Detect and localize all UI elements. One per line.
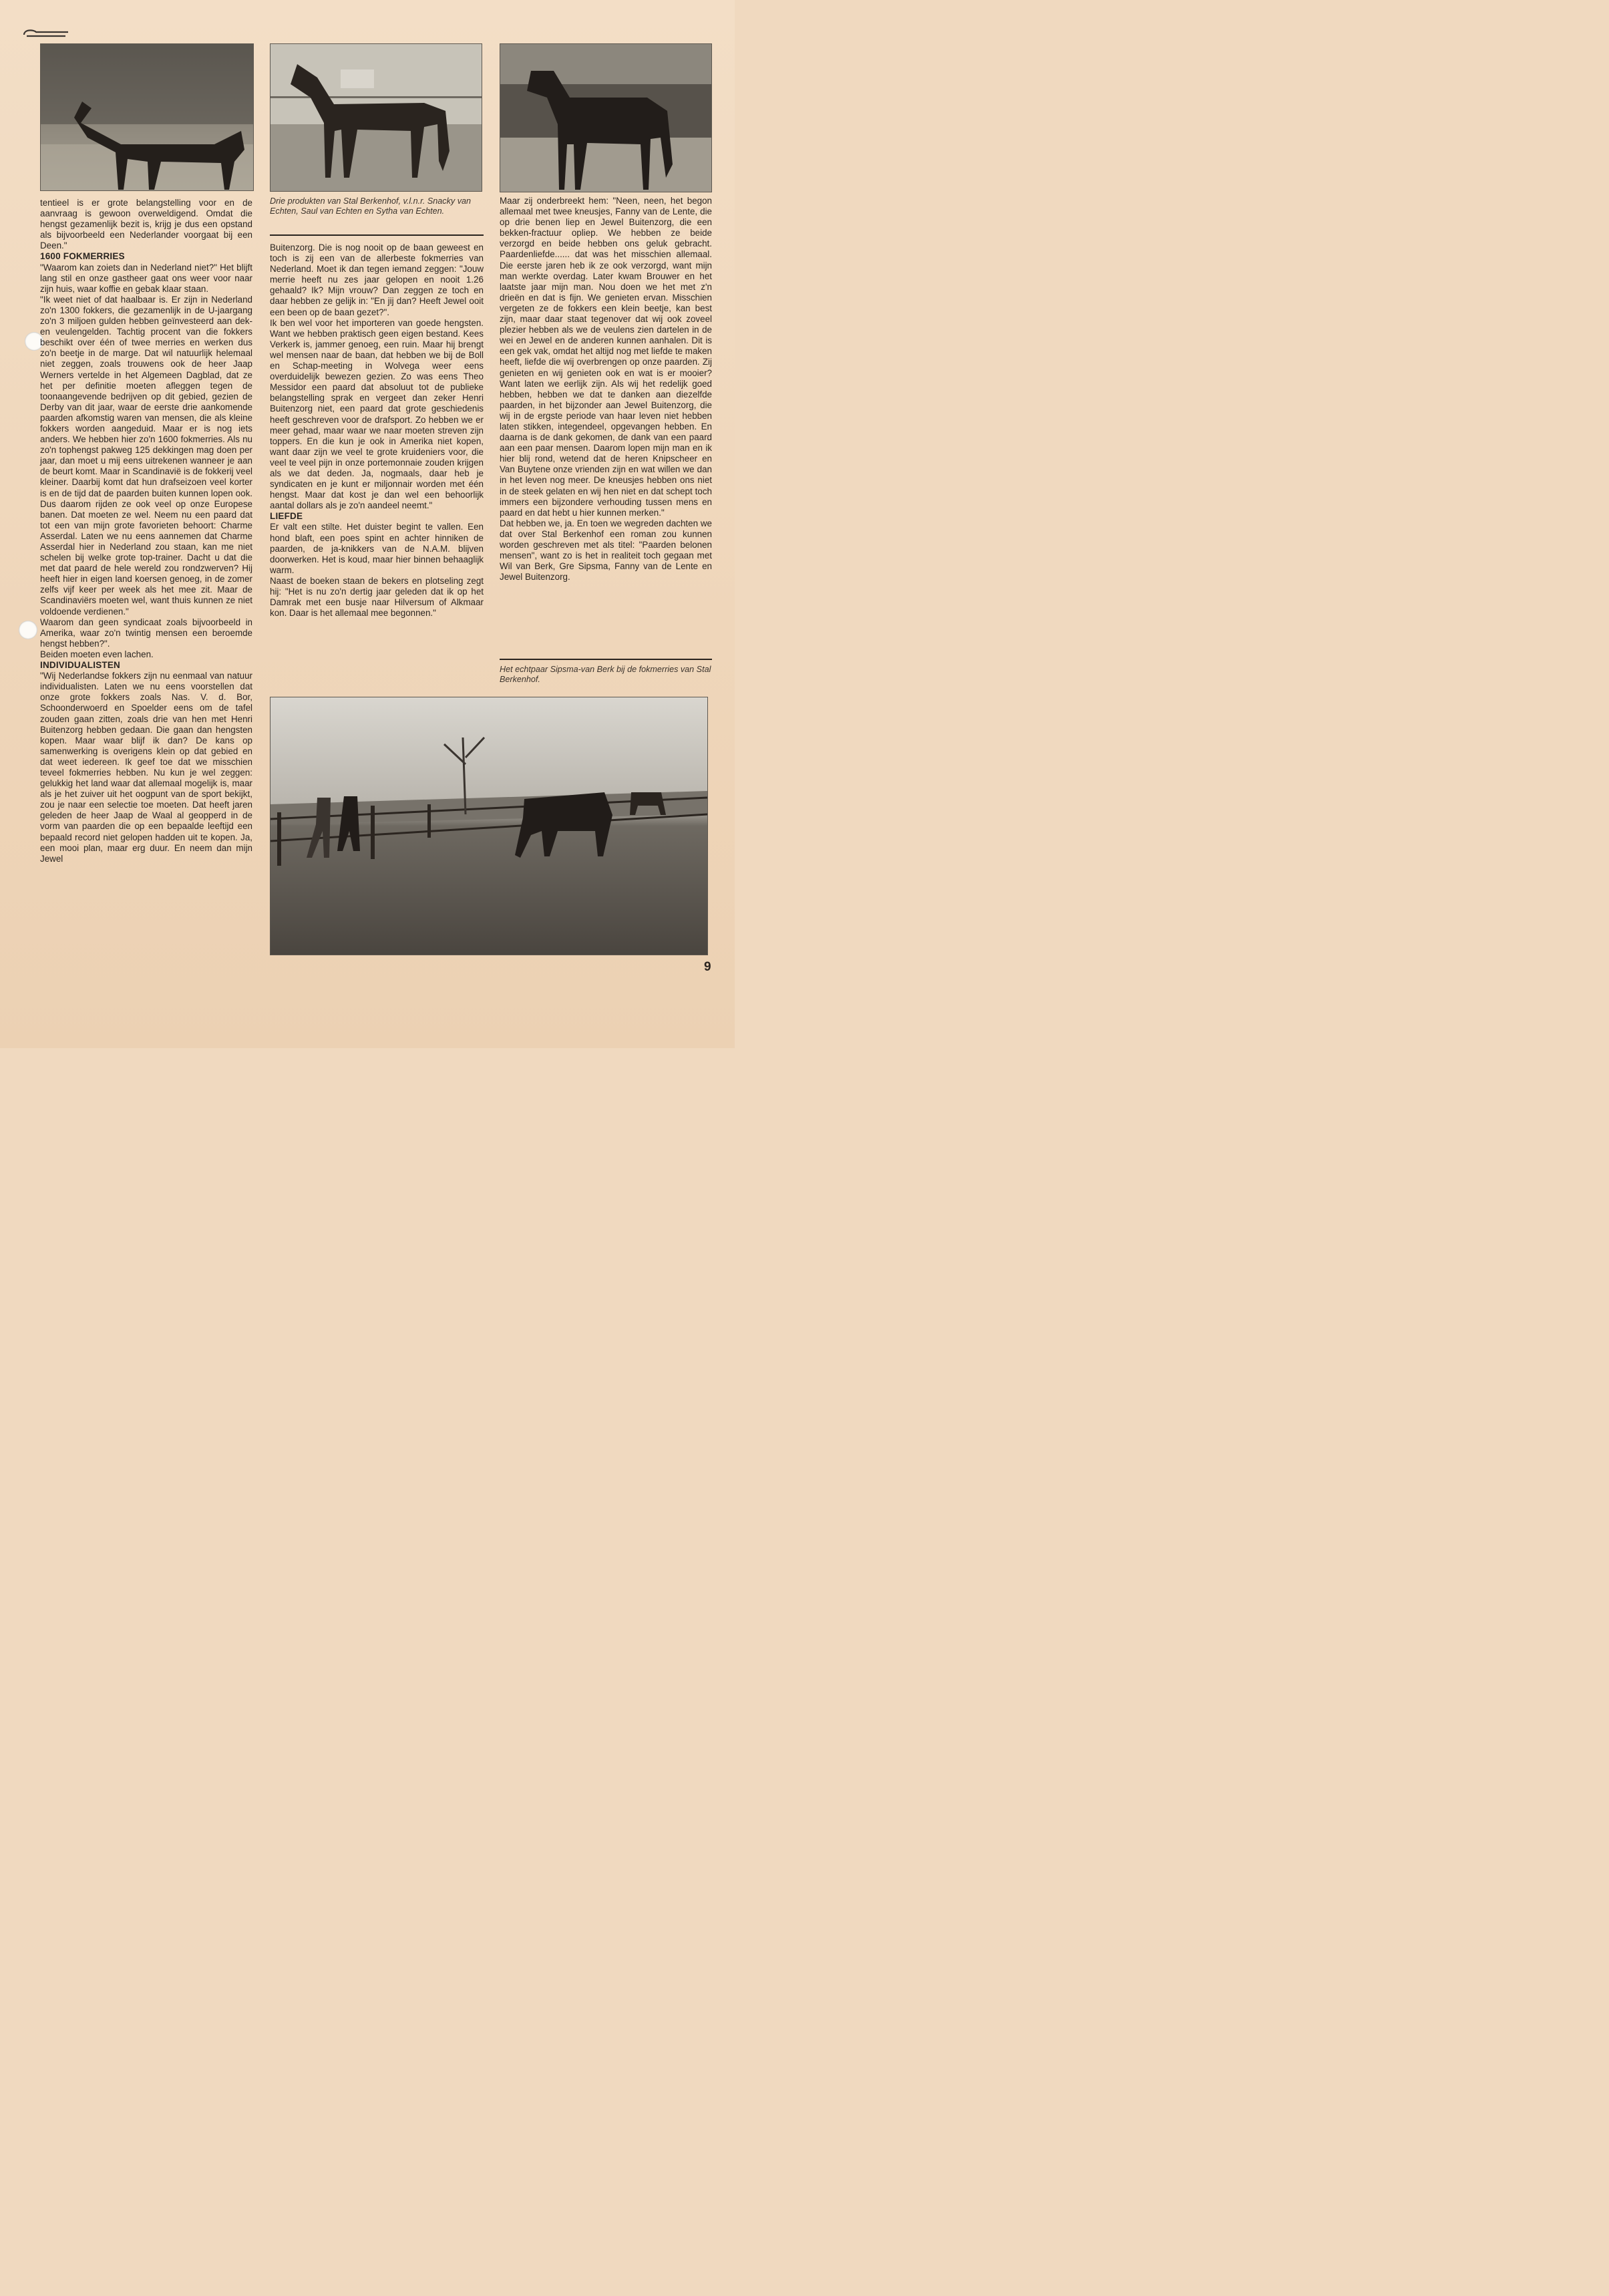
horses-paddock-photo xyxy=(270,697,708,955)
paragraph: Er valt een stilte. Het duister begint te vallen. Een hond blaft, een poes spint en achter hinniken de paarden, de ja-knikkers van de N.A.M. blijven doorwerken. Het is koud, maar hier binnen behaaglijk warm. xyxy=(270,522,484,575)
staple-mark xyxy=(21,27,72,41)
page-number: 9 xyxy=(704,960,711,974)
paragraph: Maar zij onderbreekt hem: "Neen, neen, het begon allemaal met twee kneusjes, Fanny van de Lente, die op drie benen liep en Jewel Buitenzorg, die een bekken-fractuur opliep. We hebben ze beide verzorgd en beide hebben ons geluk gebracht. Paardenliefde...... dat was het misschien allemaal. Die eerste jaren heb ik ze ook verzorgd, want mijn man werkte overdag. Later kwam Brouwer en het laatste jaar mijn man. Nou doen we het met z'n drieën en dat is fijn. We genieten ervan. Misschien vergeten ze de fokkers een klein beetje, kan best zijn, maar daar staat tegenover dat wij ook zoveel plezier hebben als we de veulens zien dartelen in de wei en Jewel en de anderen kunnen aanhalen. Dit is een gek vak, omdat het altijd nog met liefde te maken heeft, liefde die wij overbrengen op onze paarden. Zij genieten en wij genieten ook en wat is er mooier? Want laten we eerlijk zijn. Als wij het redelijk goed hebben, hebben we dat te danken aan diezelfde paarden, in het bijzonder aan Jewel Buitenzorg, die wij in de ergste periode van haar leven niet hebben laten stikken, integendeel, opgevangen hebben. En daarna is de dank gekomen, de dank van een paard aan een paar mensen. Daarom lopen mijn man en ik hier blij rond, wetend dat de heren Knipscheer en Van Buytene onze vrienden zijn en wat willen we dan in het leven nog meer. De kneusjes hebben ons niet in de steek gelaten en wij hen niet en dat schept toch immers een bijzondere verhouding tussen mens en paard en dat hebt u hier kunnen merken." xyxy=(500,196,712,518)
punch-hole-bottom xyxy=(19,621,37,639)
caption-divider xyxy=(270,234,484,236)
subheading-individualisten: INDIVIDUALISTEN xyxy=(40,660,121,671)
photo-caption-top: Drie produkten van Stal Berkenhof, v.l.n.r. Snacky van Echten, Saul van Echten en Sytha van Echten. xyxy=(270,196,472,216)
column-1 xyxy=(40,198,252,864)
paragraph: "Ik weet niet of dat haalbaar is. Er zijn in Nederland zo'n 1300 fokkers, die gezamenlijk in de U-jaargang zo'n 3 miljoen gulden hebben geïnvesteerd aan dek- en veulengelden. Tachtig procent van die fokkers beschikt over één of twee merries en werken dus zo'n beetje in de marge. Dat wil natuurlijk helemaal niet zeggen, zoals trouwens ook de heer Jaap Werners vertelde in het Algemeen Dagblad, dat ze het per definitie moeten afleggen tegen de toonaangevende bedrijven op dit gebied, gezien de Derby van dit jaar, waar de eerste drie aankomende paarden afkomstig waren van mensen, die als kleine fokkers worden aangeduid. Maar er is nog iets anders. We hebben hier zo'n 1600 fokmerries. Als nu zo'n tophengst pakweg 125 dekkingen mag doen per jaar, dan moet u mij eens uitrekenen wanneer je aan de beurt komt. Maar in Scandinavië is de fokkerij veel kleiner. Daarbij komt dat hun drafseizoen veel korter is en de tijd dat de paarden buiten kunnen lopen ook. Dus daarom rijden ze ook veel op onze Europese banen. Dat moeten ze wel. Neem nu een paard dat tot een van mijn grote favorieten behoort: Charme Asserdal. Laten we nu eens aannemen dat Charme Asserdal hier in Nederland zou staan, kan me niet schelen bij welke grote top-trainer. Dacht u dat die met dat paard de hele wereld zou rondzwerven? Hij heeft hier in eigen land koersen genoeg, in de zomer zelfs vijf keer per week als het mee zit. Maar de Scandinaviërs moeten wel, want thuis kunnen ze niet voldoende verdienen." xyxy=(40,294,252,617)
paragraph: Buitenzorg. Die is nog nooit op de baan geweest en toch is zij een van de allerbeste fokmerries van Nederland. Moet ik dan tegen iemand zeggen: "Jouw merrie heeft nu zes jaar gelopen en nooit 1.26 gehaald? Ik? Mijn vrouw? Dan zeggen ze toch en daar hebben ze gelijk in: "En jij dan? Heeft Jewel ooit een been op de baan gezet?". xyxy=(270,242,484,317)
subheading-liefde: LIEFDE xyxy=(270,511,303,522)
magazine-page xyxy=(0,0,735,1048)
horse-photo-saul xyxy=(270,43,482,192)
paragraph: Ik ben wel voor het importeren van goede hengsten. Want we hebben praktisch geen eigen bestand. Kees Verkerk is, jammer genoeg, een ruin. Maar hij brengt wel mensen naar de baan, dat hebben we bij de Boll en Schap-meeting in Wolvega weer eens overduidelijk bewezen gezien. Zo was eens Theo Messidor een paard dat absoluut tot de publieke belangstelling sprak en vergeet dan zeker Henri Buitenzorg niet, een paard dat grote geschiedenis heeft geschreven voor de drafsport. Zo hebben we er meer gehad, maar waar we naar moeten streven zijn toppers. En die kun je ook in Amerika niet kopen, want daar zijn we veel te grote kruideniers voor, die veel te veel pijn in onze portemonnaie zouden krijgen als we dat deden. Ja, nogmaals, daar heb je syndicaten en je kunt er miljonnair worden met één hengst. Maar dat kost je dan wel een behoorlijk aantal dollars als je zo'n aandeel neemt." xyxy=(270,317,484,511)
paragraph: "Wij Nederlandse fokkers zijn nu eenmaal van natuur individualisten. Laten we nu eens voorstellen dat onze grote fokkers zoals Nas. V. d. Bor, Schoonderwoerd en Spoelder eens om de tafel zouden gaan zitten, zoals drie van hen met Henri Buitenzorg hebben gedaan. Die gaan dan hengsten kopen. Maar waar blijf ik dan? De kans op samenwerking is overigens klein op dat gebied en dat weet iedereen. Ik geef toe dat we misschien teveel fokmerries hebben. Nu kun je wel zeggen: gelukkig het land waar dat allemaal mogelijk is, maar als je het zuiver uit het oogpunt van de sport bekijkt, zou je naar een selectie toe moeten. Dat heeft jaren geleden de heer Jaap de Waal al geopperd in de vorm van paarden die op een bepaalde leeftijd een bepaald record niet gelopen hadden uit te kopen. Ja, een mooi plan, maar erg duur. En neem dan mijn Jewel xyxy=(40,671,252,864)
paragraph: "Waarom kan zoiets dan in Nederland niet?" Het blijft lang stil en onze gastheer gaat ons weer voor naar zijn huis, waar koffie en gebak klaar staan. xyxy=(40,262,252,294)
horse-photo-sytha xyxy=(500,43,712,192)
horse-photo-snacky xyxy=(40,43,254,191)
column-3 xyxy=(500,196,712,583)
paragraph: tentieel is er grote belangstelling voor en de aanvraag is gewoon overweldigend. Omdat die hengst gezamenlijk bezit is, krijg je dus een opstand als bijvoorbeeld een Nederlander voorgaat bij een Deen." xyxy=(40,198,252,251)
subheading-fokmerries: 1600 FOKMERRIES xyxy=(40,251,125,262)
paragraph: Waarom dan geen syndicaat zoals bijvoorbeeld in Amerika, waar zo'n twintig mensen een beroemde hengst hebben?". xyxy=(40,617,252,649)
paragraph: Beiden moeten even lachen. xyxy=(40,649,154,659)
caption-divider-right xyxy=(500,659,712,660)
photo-caption-bottom: Het echtpaar Sipsma-van Berk bij de fokmerries van Stal Berkenhof. xyxy=(500,665,711,684)
column-2 xyxy=(270,242,484,619)
paragraph: Dat hebben we, ja. En toen we wegreden dachten we dat over Stal Berkenhof een roman zou kunnen worden geschreven met als titel: "Paarden belonen mensen", want zo is het in realiteit toch gegaan met Wil van Berk, Gre Sipsma, Fanny van de Lente en Jewel Buitenzorg. xyxy=(500,518,712,583)
paragraph: Naast de boeken staan de bekers en plotseling zegt hij: "Het is nu zo'n dertig jaar geleden dat ik op het Damrak met een busje naar Hilversum of Alkmaar kon. Daar is het allemaal mee begonnen." xyxy=(270,575,484,619)
